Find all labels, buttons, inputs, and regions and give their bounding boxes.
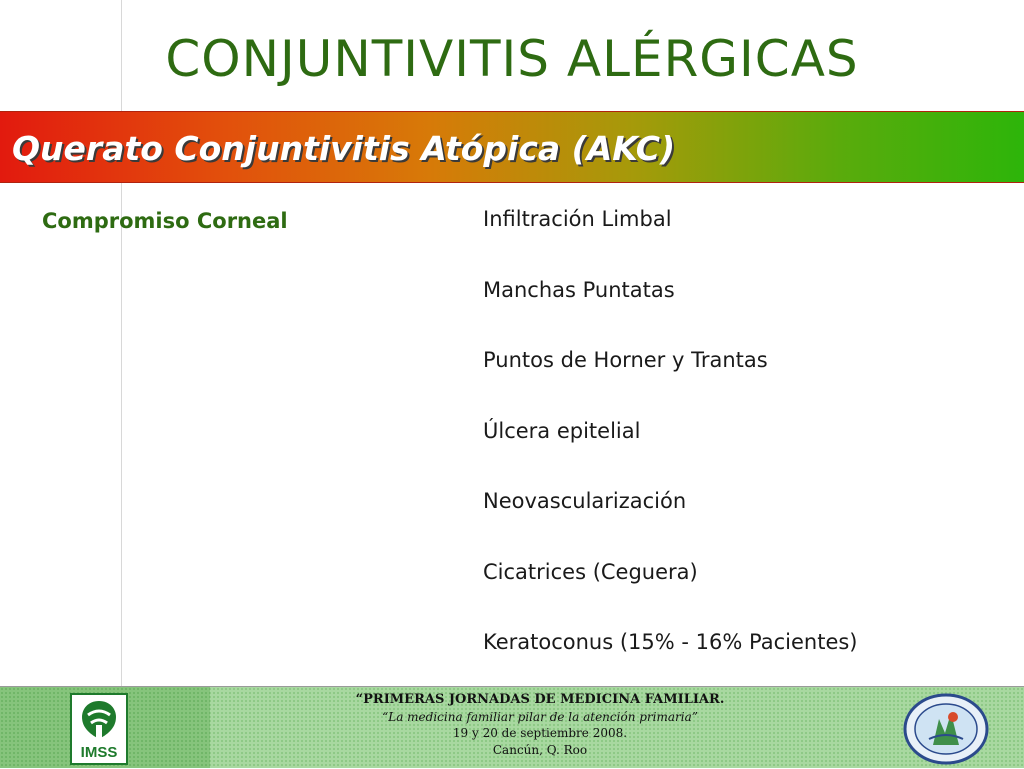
list-item: Keratoconus (15% - 16% Pacientes)	[483, 630, 858, 654]
list-item: Manchas Puntatas	[483, 277, 675, 302]
imss-logo-graphic	[72, 695, 126, 763]
findings-list	[483, 207, 858, 701]
section-label: Compromiso Corneal	[42, 209, 288, 233]
event-dates: 19 y 20 de septiembre 2008.	[452, 726, 628, 740]
event-slogan: “La medicina familiar pilar de la atención primaria”	[382, 710, 698, 724]
slide-guide-line	[121, 0, 122, 686]
footer-bar	[0, 686, 1024, 768]
banner-title: Querato Conjuntivitis Atópica (AKC)	[12, 129, 676, 168]
list-item: Cicatrices (Ceguera)	[483, 559, 698, 584]
seal-emblem-icon	[903, 693, 989, 765]
logo-panel	[0, 687, 210, 768]
event-info	[300, 691, 780, 759]
slide-title: CONJUNTIVITIS ALÉRGICAS	[165, 30, 859, 88]
list-item: Infiltración Limbal	[483, 207, 672, 231]
list-item: Neovascularización	[483, 489, 687, 513]
event-location: Cancún, Q. Roo	[492, 743, 588, 757]
list-item: Puntos de Horner y Trantas	[483, 348, 768, 372]
list-item: Úlcera epitelial	[483, 418, 641, 443]
imss-logo-icon	[70, 693, 128, 765]
subtitle-banner	[0, 111, 1024, 183]
event-name: “PRIMERAS JORNADAS DE MEDICINA FAMILIAR.	[355, 692, 725, 707]
imss-logo-text: IMSS	[80, 744, 118, 761]
